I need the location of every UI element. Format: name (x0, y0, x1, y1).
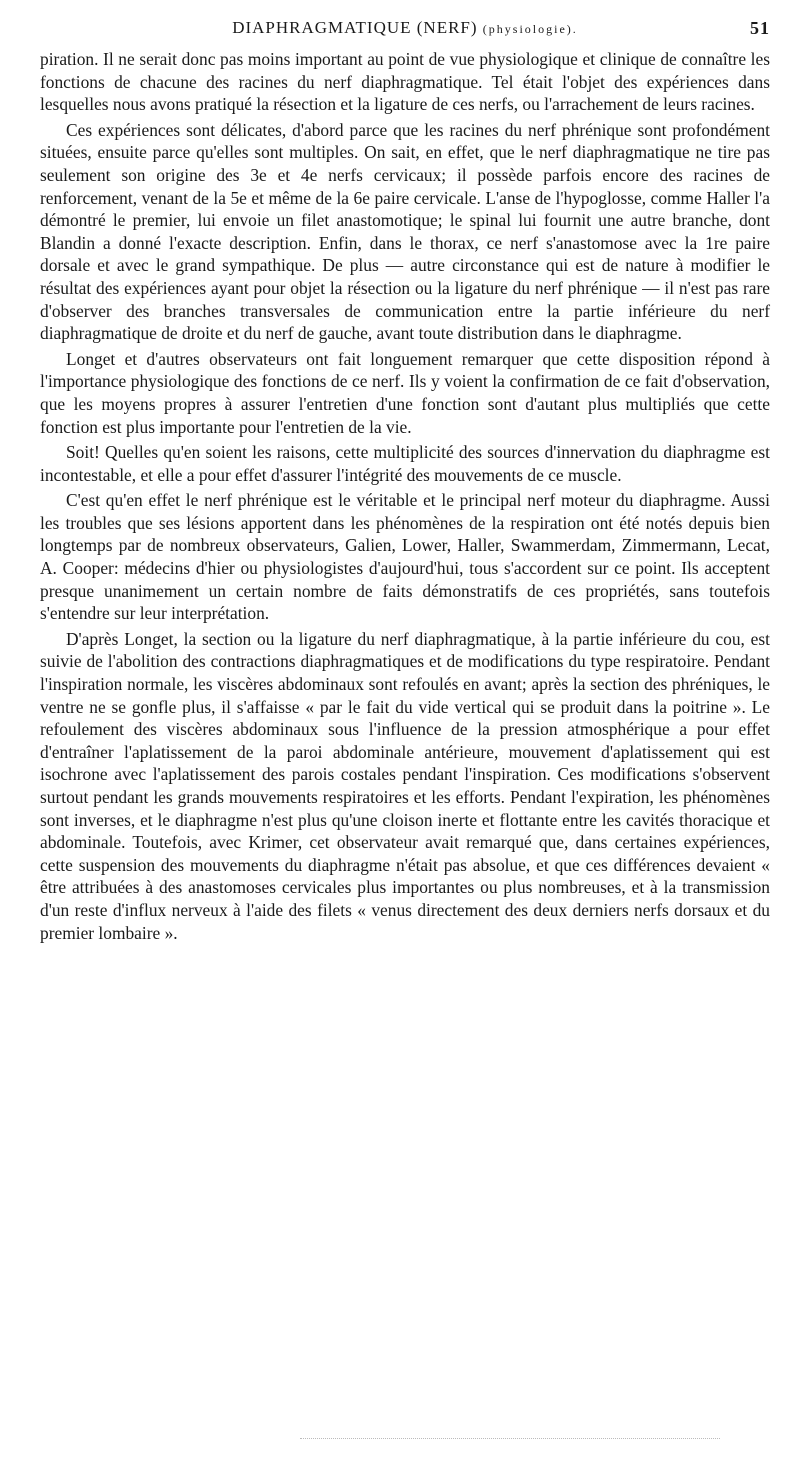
page-footer-smudge (300, 1438, 720, 1441)
paragraph-3: Longet et d'autres observateurs ont fait longuement remarquer que cette disposition répond à l'importance physiologique des fonctions de ce nerf. Ils y voient la confirmation de ce fait d'observation, que les moyens propres à assurer l'entretien d'une fonction sont d'autant plus multipliés que cette fonction est plus importante pour l'entretien de la vie. (40, 348, 770, 437)
page-number: 51 (750, 18, 770, 38)
paragraph-5: C'est qu'en effet le nerf phrénique est le véritable et le principal nerf moteur du diaphragme. Aussi les troubles que ses lésions apportent dans les phénomènes de la respiration ont été notés depuis bien longtemps par de nombreux observateurs, Galien, Lower, Haller, Swammerdam, Zimmermann, Lecat, A. Cooper: médecins d'hier ou physiologistes d'aujourd'hui, tous s'accordent sur ce point. Ils acceptent presque unanimement un certain nombre de faits démonstratifs de ces propriétés, sans toutefois s'entendre sur leur interprétation. (40, 490, 770, 624)
body-text (40, 48, 770, 944)
paragraph-4: Soit! Quelles qu'en soient les raisons, cette multiplicité des sources d'innervation du diaphragme est incontestable, et elle a pour effet d'assurer l'intégrité des mouvements de ce muscle. (40, 442, 770, 485)
paragraph-1: piration. Il ne serait donc pas moins important au point de vue physiologique et clinique de connaître les fonctions de chacune des racines du nerf diaphragmatique. Tel était l'objet des expériences dans lesquelles nous avons pratiqué la résection et la ligature de ces nerfs, ou l'arrachement de leurs racines. (40, 49, 770, 115)
running-header (40, 18, 770, 48)
header-title (232, 18, 578, 38)
header-title-main: DIAPHRAGMATIQUE (NERF) (232, 18, 478, 37)
document-page (40, 18, 770, 947)
paragraph-6: D'après Longet, la section ou la ligature du nerf diaphragmatique, à la partie inférieure du cou, est suivie de l'abolition des contractions diaphragmatiques et de modifications du type respiratoire. Pendant l'inspiration normale, les viscères abdominaux sont refoulés en avant; après la section des phréniques, le ventre ne se gonfle plus, il s'affaisse « par le fait du vide vertical qui se produit dans la poitrine ». Le refoulement des viscères abdominaux sous l'influence de la pression atmosphérique a pour effet d'entraîner l'aplatissement de la paroi abdominale antérieure, mouvement d'aplatissement qui est isochrone avec l'aplatissement des parois costales pendant l'inspiration. Ces modifications s'observent surtout pendant les grands mouvements respiratoires et les efforts. Pendant l'expiration, les phénomènes sont inverses, et le diaphragme n'est plus qu'une cloison inerte et flottante entre les cavités thoracique et abdominale. Toutefois, avec Krimer, cet observateur avait remarqué que, dans certaines expériences, cette suspension des mouvements du diaphragme n'était pas absolue, et que ces différences devaient « être attribuées à des anastomoses cervicales plus importantes ou plus nombreuses, et à la transmission d'un reste d'influx nerveux à l'aide des filets « venus directement des deux derniers nerfs dorsaux et du premier lombaire ». (40, 628, 770, 943)
header-title-sub: (physiologie). (482, 22, 578, 36)
paragraph-2: Ces expériences sont délicates, d'abord parce que les racines du nerf phrénique sont profondément situées, ensuite parce qu'elles sont multiples. On sait, en effet, que le nerf diaphragmatique ne tire pas seulement son origine des 3e et 4e nerfs cervicaux; il possède parfois encore des racines de renforcement, venant de la 5e et même de la 6e paire cervicale. L'anse de l'hypoglosse, comme Haller l'a démontré le premier, lui envoie un filet anastomotique; le spinal lui fournit une autre branche, dont Blandin a donné l'exacte description. Enfin, dans le thorax, ce nerf s'anastomose avec la 1re paire dorsale et avec le grand sympathique. De plus — autre circonstance qui est de nature à modifier le résultat des expériences ayant pour objet la résection ou la ligature du nerf phrénique — il n'est pas rare d'observer des branches transversales de communication entre la partie inférieure du nerf diaphragmatique de droite et du nerf de gauche, avant toute distribution dans le diaphragme. (40, 119, 770, 344)
